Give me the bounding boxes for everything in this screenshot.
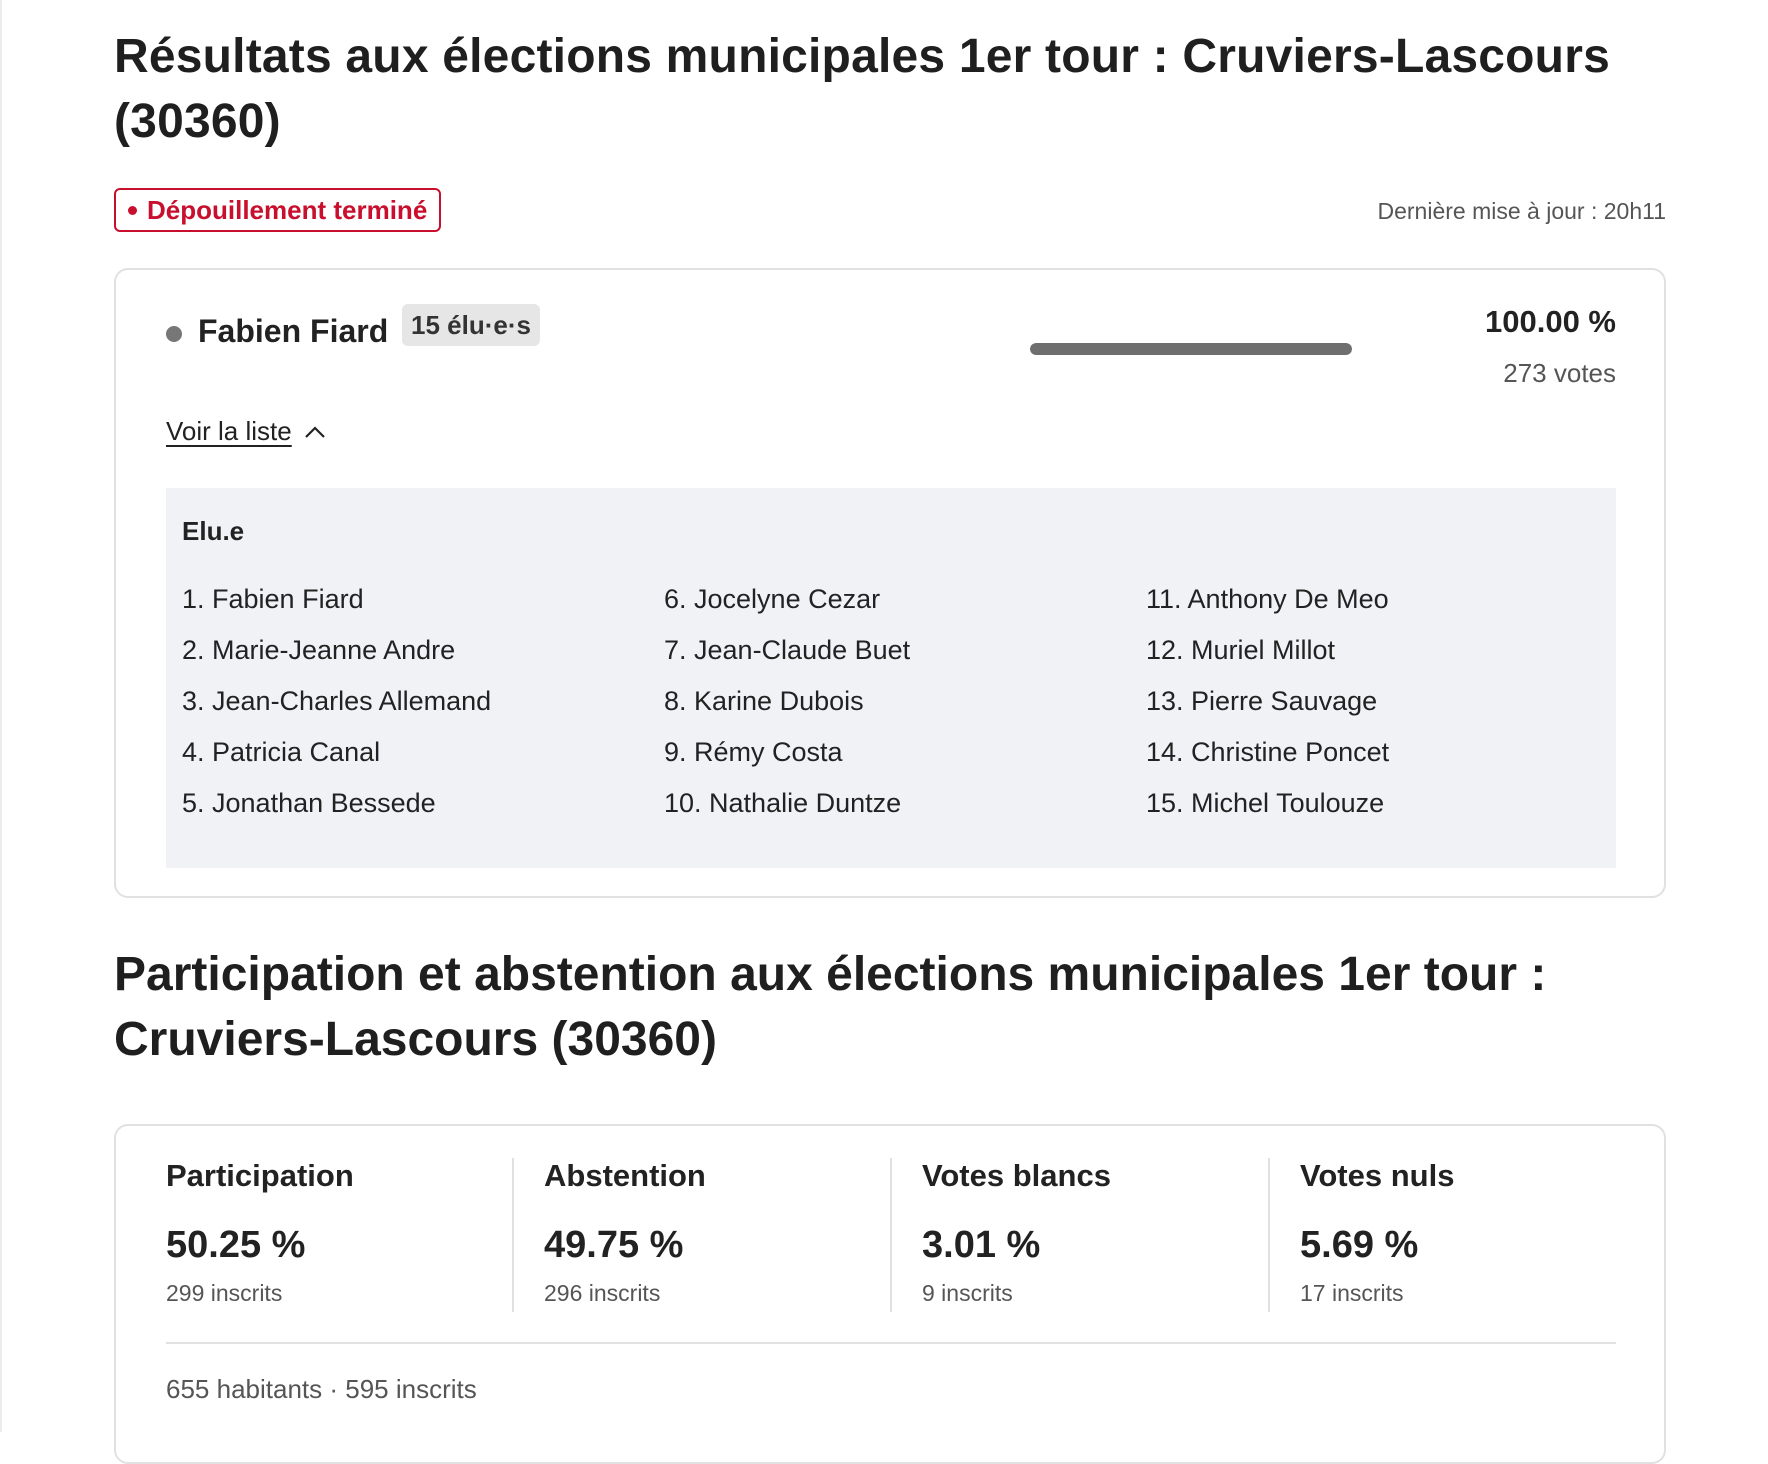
list-item: 14. Christine Poncet: [1146, 737, 1390, 767]
list-item: 1. Fabien Fiard: [182, 584, 364, 614]
list-item: 15. Michel Toulouze: [1146, 788, 1385, 818]
candidate-name: Fabien Fiard: [198, 313, 389, 349]
vote-share-bar-fill: [1030, 343, 1352, 355]
elected-column-1: [182, 574, 491, 829]
participation-card: [114, 1124, 1666, 1464]
participation-title: Participation et abstention aux élections municipales 1er tour : Cruviers-Lascours (30360): [114, 948, 1547, 1066]
divider: [512, 1158, 514, 1312]
elected-list-heading: Elu.e: [182, 516, 245, 546]
stat-sub: 9 inscrits: [922, 1280, 1013, 1306]
stat-label: Abstention: [544, 1158, 706, 1193]
list-item: 8. Karine Dubois: [664, 686, 864, 716]
stat-sub: 17 inscrits: [1300, 1280, 1404, 1306]
stat-value: 5.69 %: [1300, 1224, 1419, 1266]
results-title: Résultats aux élections municipales 1er tour : Cruviers-Lascours (30360): [114, 30, 1610, 148]
list-item: 5. Jonathan Bessede: [182, 788, 436, 818]
list-item: 6. Jocelyne Cezar: [664, 584, 881, 614]
toggle-list-label: Voir la liste: [166, 416, 292, 446]
candidate-card: [114, 268, 1666, 898]
list-item: 7. Jean-Claude Buet: [664, 635, 911, 665]
list-item: 10. Nathalie Duntze: [664, 788, 902, 818]
toggle-list-button[interactable]: [166, 416, 326, 447]
elected-list-panel: [166, 488, 1616, 868]
vote-percent: 100.00 %: [1485, 304, 1616, 339]
elected-column-2: [664, 574, 910, 829]
chevron-up-icon: [304, 425, 326, 439]
divider: [890, 1158, 892, 1312]
last-update: Dernière mise à jour : 20h11: [1377, 198, 1666, 224]
page-edge: [0, 0, 2, 1432]
elected-column-3: [1146, 574, 1389, 829]
stat-sub: 296 inscrits: [544, 1280, 661, 1306]
stat-label: Votes blancs: [922, 1158, 1111, 1193]
list-item: 9. Rémy Costa: [664, 737, 843, 767]
status-label: Dépouillement terminé: [147, 194, 428, 225]
candidate-color-dot-icon: [166, 326, 182, 342]
stat-label: Participation: [166, 1158, 354, 1193]
elected-count-badge: 15 élu·e·s: [402, 304, 540, 346]
stat-value: 50.25 %: [166, 1224, 306, 1266]
list-item: 12. Muriel Millot: [1146, 635, 1336, 665]
divider: [166, 1342, 1616, 1344]
list-item: 13. Pierre Sauvage: [1146, 686, 1378, 716]
vote-count: 273 votes: [1503, 358, 1616, 388]
stat-value: 49.75 %: [544, 1224, 684, 1266]
status-dot-icon: [128, 206, 137, 215]
list-item: 2. Marie-Jeanne Andre: [182, 635, 456, 665]
list-item: 4. Patricia Canal: [182, 737, 381, 767]
stat-label: Votes nuls: [1300, 1158, 1455, 1193]
vote-share-bar: [1030, 343, 1352, 355]
list-item: 11. Anthony De Meo: [1146, 584, 1389, 614]
stat-value: 3.01 %: [922, 1224, 1041, 1266]
status-badge: [114, 188, 441, 232]
list-item: 3. Jean-Charles Allemand: [182, 686, 492, 716]
population-summary: 655 habitants · 595 inscrits: [166, 1374, 477, 1404]
stat-sub: 299 inscrits: [166, 1280, 283, 1306]
divider: [1268, 1158, 1270, 1312]
